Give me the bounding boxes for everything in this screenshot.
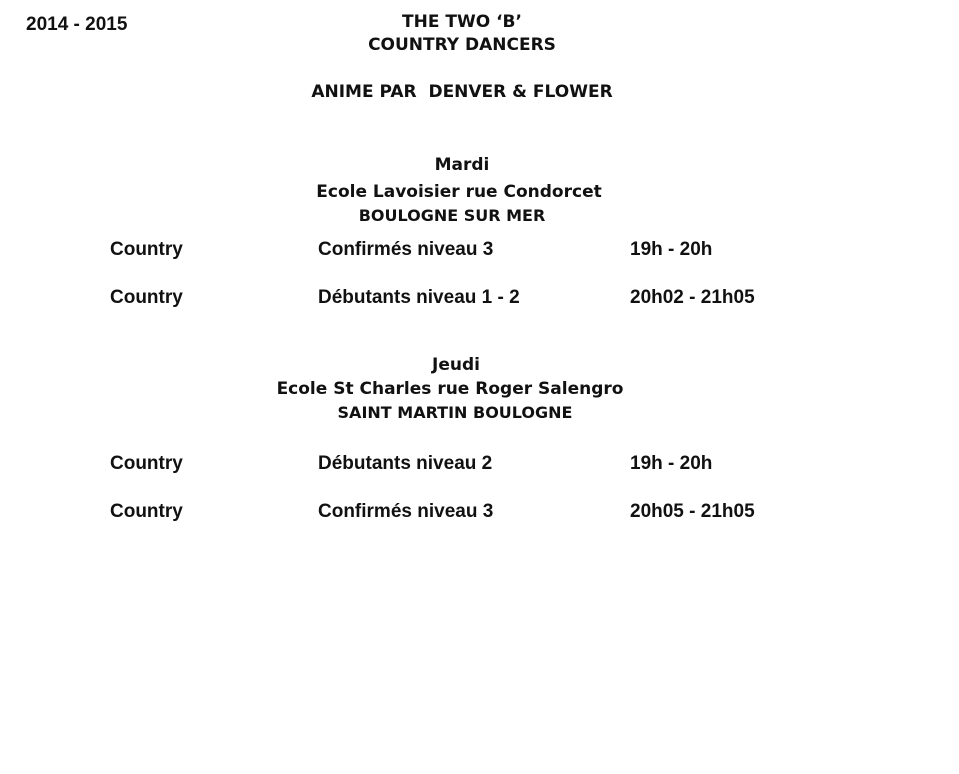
class-time: 20h05 - 21h05 [630, 501, 755, 522]
class-row [0, 287, 959, 311]
class-row [0, 501, 959, 525]
class-level: Confirmés niveau 3 [318, 501, 494, 522]
session-city: SAINT MARTIN BOULOGNE [337, 403, 573, 422]
club-title-line2: COUNTRY DANCERS [368, 35, 556, 55]
class-level: Débutants niveau 1 - 2 [318, 287, 520, 308]
class-style: Country [110, 501, 183, 522]
class-time: 20h02 - 21h05 [630, 287, 755, 308]
session-day: Mardi [434, 155, 490, 175]
session-school: Ecole Lavoisier rue Condorcet [316, 182, 602, 202]
class-style: Country [110, 239, 183, 260]
animator-line: ANIME PAR DENVER & FLOWER [311, 82, 613, 102]
class-time: 19h - 20h [630, 239, 713, 260]
class-row [0, 239, 959, 263]
class-level: Débutants niveau 2 [318, 453, 493, 474]
season-label: 2014 - 2015 [26, 14, 128, 35]
class-level: Confirmés niveau 3 [318, 239, 494, 260]
club-title-line1: THE TWO ‘B’ [402, 12, 522, 32]
class-style: Country [110, 453, 183, 474]
class-row [0, 453, 959, 477]
class-style: Country [110, 287, 183, 308]
session-city: BOULOGNE SUR MER [358, 206, 546, 225]
session-school: Ecole St Charles rue Roger Salengro [276, 379, 624, 399]
session-day: Jeudi [432, 355, 480, 375]
class-time: 19h - 20h [630, 453, 713, 474]
